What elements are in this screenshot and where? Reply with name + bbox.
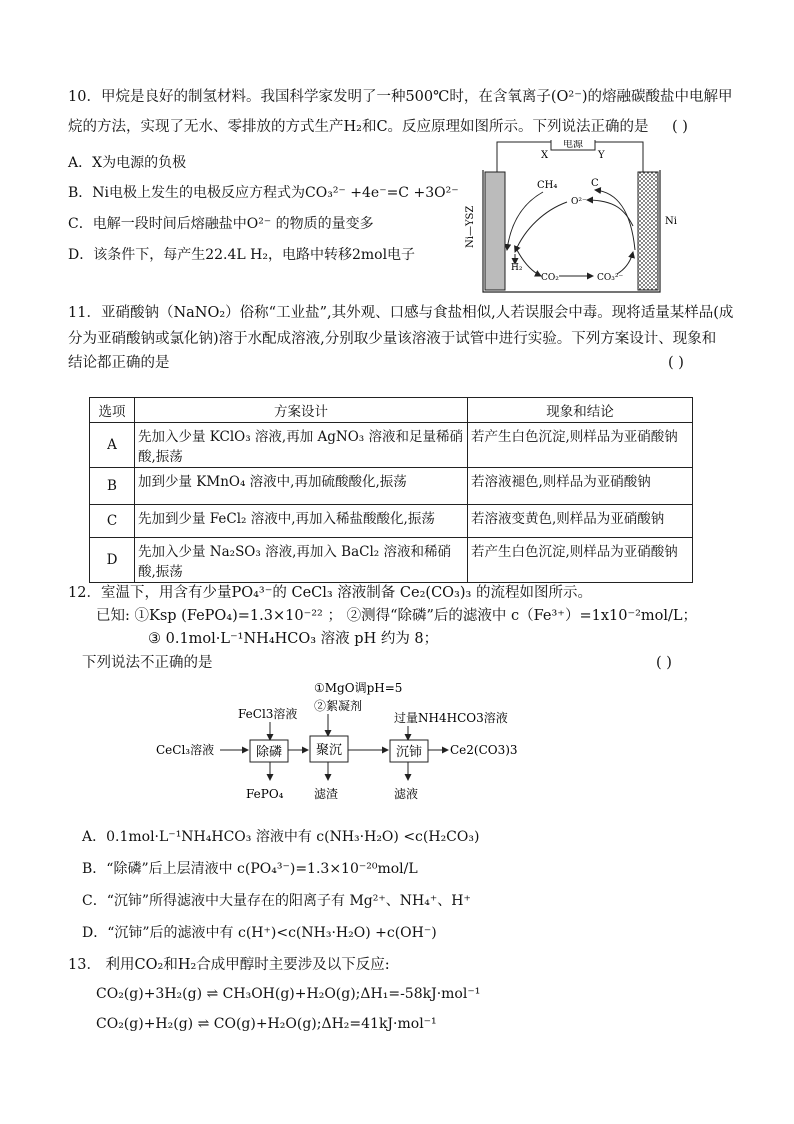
q11-stem-line3: 结论都正确的是 — [68, 355, 170, 371]
table-row — [90, 423, 693, 468]
q10-answer-paren: ( ) — [672, 119, 688, 135]
q12-stem-question: 下列说法不正确的是 — [82, 655, 213, 671]
table-row — [90, 538, 693, 583]
species-o2: O²⁻ — [571, 197, 587, 207]
q10-option-a: A．X为电源的负极 — [68, 155, 187, 171]
q10-stem-line1: 10．甲烷是良好的制氢材料。我国科学家发明了一种500℃时，在含氧离子(O²⁻)的熔融碳酸盐中电解甲 — [68, 89, 733, 105]
flow-cond2-label: ②絮凝剂 — [314, 699, 363, 713]
flow-start-label: CeCl₃溶液 — [156, 743, 215, 757]
flow-box3-label: 沉铈 — [395, 745, 423, 760]
q11-options-table — [89, 397, 693, 583]
flow-cond1-label: ①MgO调pH=5 — [314, 681, 403, 695]
table-cell-plan: 加到少量 KMnO₄ 溶液中,再加硫酸酸化,振荡 — [135, 468, 468, 505]
q12-option-b: B．“除磷”后上层清液中 c(PO₄³⁻)=1.3×10⁻²⁰mol/L — [82, 861, 418, 877]
table-header: 方案设计 — [135, 398, 468, 423]
table-cell-option: B — [90, 468, 135, 505]
power-label: 电源 — [563, 140, 583, 150]
table-cell-option: A — [90, 423, 135, 468]
process-flow-diagram — [150, 678, 550, 808]
q11-stem-line1: 11．亚硝酸钠（NaNO₂）俗称“工业盐”,其外观、口感与食盐相似,人若误服会中毒。现将适量某样品(成 — [68, 305, 734, 321]
species-h2: H₂ — [511, 263, 523, 273]
q10-option-b: B．Ni电极上发生的电极反应方程式为CO₃²⁻ +4e⁻=C +3O²⁻ — [68, 185, 459, 201]
q13-equation-2: CO₂(g)+H₂(g) ⇌ CO(g)+H₂O(g);ΔH₂=41kJ·mol⁻¹ — [96, 1016, 437, 1032]
q13-stem: 13． 利用CO₂和H₂合成甲醇时主要涉及以下反应: — [68, 957, 390, 973]
table-cell-result: 若产生白色沉淀,则样品为亚硝酸钠 — [468, 423, 693, 468]
table-header: 现象和结论 — [468, 398, 693, 423]
flow-out1-label: FePO₄ — [246, 787, 284, 801]
flow-out3-label: 滤液 — [394, 787, 419, 801]
left-electrode-label: Ni—YSZ — [465, 205, 476, 248]
table-header: 选项 — [90, 398, 135, 423]
q11-answer-paren: ( ) — [668, 355, 684, 371]
q12-known-2: ③ 0.1mol·L⁻¹NH₄HCO₃ 溶液 pH 约为 8； — [148, 631, 439, 647]
q10-option-d: D．该条件下，每产生22.4L H₂，电路中转移2mol电子 — [68, 247, 416, 263]
q11-stem-line2: 分为亚硝酸钠或氯化钠)溶于水配成溶液,分别取少量该溶液于试管中进行实验。下列方案设计、现象和 — [68, 331, 717, 347]
table-cell-plan: 先加入少量 Na₂SO₃ 溶液,再加入 BaCl₂ 溶液和稀硝酸,振荡 — [135, 538, 468, 583]
q13-equation-1: CO₂(g)+3H₂(g) ⇌ CH₃OH(g)+H₂O(g);ΔH₁=-58kJ·mol⁻¹ — [96, 986, 481, 1002]
table-row — [90, 505, 693, 538]
species-ch4: CH₄ — [537, 180, 558, 191]
q12-stem-line1: 12．室温下，用含有少量PO₄³⁻的 CeCl₃ 溶液制备 Ce₂(CO₃)₃ 的流程如图所示。 — [68, 585, 592, 601]
flow-box1-label: 除磷 — [255, 745, 283, 760]
electrolysis-diagram — [455, 140, 685, 295]
table-row — [90, 468, 693, 505]
table-cell-result: 若溶液变黄色,则样品为亚硝酸钠 — [468, 505, 693, 538]
flow-reagent1-label: FeCl3溶液 — [238, 707, 298, 721]
table-cell-result: 若溶液褪色,则样品为亚硝酸钠 — [468, 468, 693, 505]
flow-product-label: Ce2(CO3)3 — [450, 743, 518, 757]
q12-answer-paren: ( ) — [656, 655, 672, 671]
q12-option-d: D．“沉铈”后的滤液中有 c(H⁺)<c(NH₃·H₂O) +c(OH⁻) — [82, 925, 437, 941]
left-electrode — [485, 172, 505, 290]
flow-out2-label: 滤渣 — [314, 787, 339, 801]
q12-option-c: C．“沉铈”所得滤液中大量存在的阳离子有 Mg²⁺、NH₄⁺、H⁺ — [82, 893, 471, 909]
table-cell-option: C — [90, 505, 135, 538]
table-cell-plan: 先加到少量 FeCl₂ 溶液中,再加入稀盐酸酸化,振荡 — [135, 505, 468, 538]
table-cell-option: D — [90, 538, 135, 583]
q10-option-c: C．电解一段时间后熔融盐中O²⁻ 的物质的量变多 — [68, 216, 374, 232]
q10-stem-line2: 烷的方法，实现了无水、零排放的方式生产H₂和C。反应原理如图所示。下列说法正确的是 — [68, 119, 649, 135]
flow-reagent3-label: 过量NH4HCO3溶液 — [394, 711, 508, 725]
table-cell-plan: 先加入少量 KClO₃ 溶液,再加 AgNO₃ 溶液和足量稀硝酸,振荡 — [135, 423, 468, 468]
q12-option-a: A．0.1mol·L⁻¹NH₄HCO₃ 溶液中有 c(NH₃·H₂O) <c(H₂CO₃) — [82, 829, 480, 845]
right-electrode-label: Ni — [665, 216, 677, 227]
species-co2: CO₂ — [541, 273, 559, 283]
flow-box2-label: 聚沉 — [315, 743, 343, 758]
table-header-row — [90, 398, 693, 423]
table-cell-result: 若产生白色沉淀,则样品为亚硝酸钠 — [468, 538, 693, 583]
terminal-y-label: Y — [598, 150, 605, 161]
species-co3: CO₃²⁻ — [597, 273, 624, 283]
right-electrode — [638, 172, 658, 290]
terminal-x-label: X — [541, 150, 549, 161]
species-c: C — [591, 178, 599, 189]
q12-known-1: 已知: ①Ksp (FePO₄)=1.3×10⁻²² ； ②测得“除磷”后的滤液中 c（Fe³⁺）=1x10⁻²mol/L； — [96, 608, 698, 624]
